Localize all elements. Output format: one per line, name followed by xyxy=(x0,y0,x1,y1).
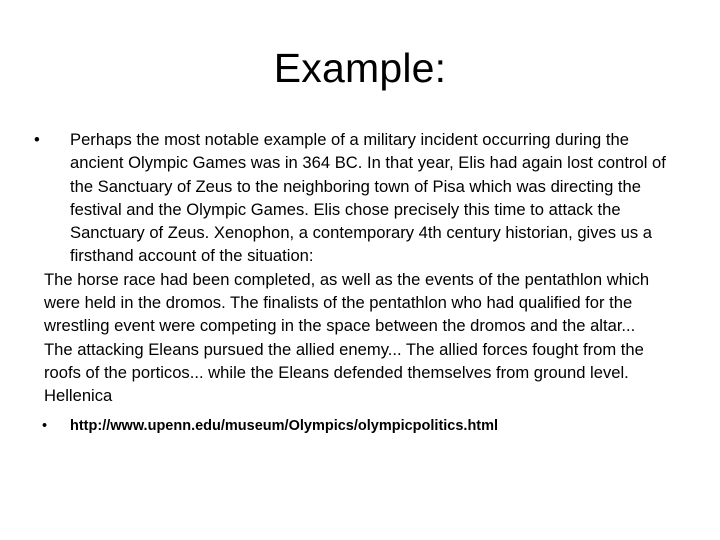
bullet-paragraph-text: Perhaps the most notable example of a military incident occurring during the ancient Olympic Games was in 364 BC. In that year, Elis had again lost control of the Sanctuary of Zeus to the neighboring town of Pisa which was directing the festival and the Olympic Games. Elis chose precisely this time to attack the Sanctuary of Zeus. Xenophon, a contemporary 4th century historian, gives us a firsthand account of the situation: xyxy=(70,130,666,266)
link-bullet-icon: • xyxy=(42,417,48,434)
link-bullet xyxy=(44,416,684,436)
quote-paragraph-2: The attacking Eleans pursued the allied enemy... The allied forces fought from the roofs of the porticos... while the Eleans defended themselves from ground level. xyxy=(44,339,644,382)
bullet-paragraph xyxy=(34,128,684,268)
source-link[interactable]: http://www.upenn.edu/museum/Olympics/olympicpolitics.html xyxy=(70,417,499,434)
source-citation: Hellenica xyxy=(44,386,113,406)
slide-title: Example: xyxy=(273,45,447,91)
quote-paragraph-1: The horse race had been completed, as well as the events of the pentathlon which were held in the dromos. The finalists of the pentathlon who had qualified for the wrestling event were competing in the space between the dromos and the altar... xyxy=(44,269,650,336)
slide-body xyxy=(34,128,684,436)
bullet-icon: • xyxy=(34,130,40,149)
